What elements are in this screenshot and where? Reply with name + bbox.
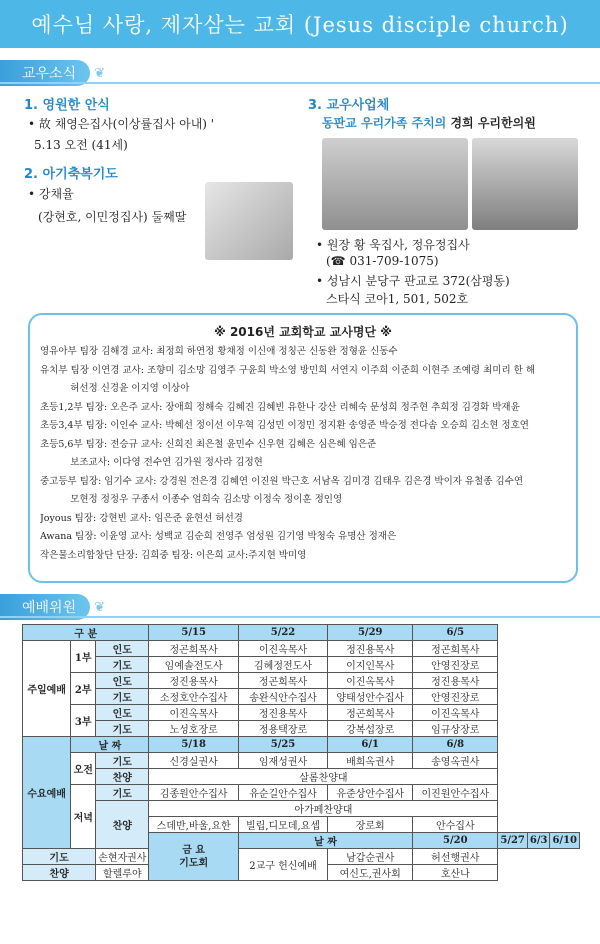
cell: 정진용목사 xyxy=(413,673,498,689)
news-item3-line3: • 성남시 분당구 판교로 372(삼평동) xyxy=(316,274,510,288)
part-label: 2부 xyxy=(71,673,96,705)
teacher-row: 작은물소리합창단 단장: 김희중 팀장: 이은희 교사:주지현 박미영 xyxy=(40,549,307,561)
morning-label: 오전 xyxy=(71,753,96,785)
role-label: 찬양 xyxy=(96,801,149,849)
teacher-row: 영유아부 팀장 김해경 교사: 최정희 하연정 황채정 이신애 정칭곤 신동완 정형윤 신동수 xyxy=(40,346,398,357)
special-service-cell: 2교구 헌신예배 xyxy=(238,849,327,881)
cell: 유준상안수집사 xyxy=(328,785,413,801)
cell: 빌립,디모데,요셉 xyxy=(238,817,327,833)
news-item2-line1: • 강채율 xyxy=(28,187,74,201)
cell: 정곤희목사 xyxy=(149,641,238,657)
cell: 남갑순권사 xyxy=(328,849,413,865)
teacher-row: 모현정 정정우 구종서 이종수 엄희숙 김소망 이정숙 정이훈 정인영 xyxy=(40,494,343,505)
teacher-list-title: ※ 2016년 교회학교 교사명단 ※ xyxy=(214,325,392,339)
date-cell: 6/1 xyxy=(328,737,413,753)
teacher-row: 중고등부 팀장: 임기수 교사: 강경원 전은경 김혜연 이진원 박근호 서남옥 김미경 김태우 김은경 박이자 유철종 김수연 xyxy=(40,475,524,487)
table-row xyxy=(23,801,580,817)
header-date: 5/22 xyxy=(238,625,327,641)
teacher-row: 초등3,4부 팀장: 이인수 교사: 박혜선 정이선 이우혁 김성민 이정민 정지환 송영준 박승정 전다솜 오승희 김소현 정호연 xyxy=(40,420,529,431)
cell: 정진용목사 xyxy=(238,705,327,721)
news-item3-line1: • 원장 황 욱집사, 정유정집사 xyxy=(316,238,470,252)
clinic-name: 경희 우리한의원 xyxy=(450,116,536,130)
cell: 안수집사 xyxy=(413,817,498,833)
cell: 임예솔전도사 xyxy=(149,657,238,673)
role-label: 찬양 xyxy=(96,769,149,785)
evening-label: 저녁 xyxy=(71,785,96,849)
doctor-photo xyxy=(472,138,578,230)
role-label: 기도 xyxy=(96,657,149,673)
cell: 살롬찬양대 xyxy=(149,769,498,785)
table-row xyxy=(23,753,580,769)
role-label: 찬양 xyxy=(23,865,96,881)
role-label: 기도 xyxy=(96,721,149,737)
cell: 정곤희목사 xyxy=(328,705,413,721)
part-label: 3부 xyxy=(71,705,96,737)
news-item1-line1: • 故 채영은집사(이상률집사 아내) ' xyxy=(28,117,215,131)
date-cell: 5/25 xyxy=(238,737,327,753)
butterfly-icon: ❦ xyxy=(94,65,106,81)
worship-section-header xyxy=(0,594,600,620)
banner-title: 예수님 사랑, 제자삼는 교회 (Jesus disciple church) xyxy=(31,13,569,37)
cell: 스데반,바울,요한 xyxy=(149,817,238,833)
news-item2-title: 2. 아기축복기도 xyxy=(24,167,118,182)
cell: 신경실권사 xyxy=(149,753,238,769)
table-row xyxy=(23,785,580,801)
cell: 소정호안수집사 xyxy=(149,689,238,705)
sunday-group: 주일예배 xyxy=(23,641,71,737)
news-item3-title: 3. 교우사업체 xyxy=(308,98,390,113)
cell: 정곤희목사 xyxy=(413,641,498,657)
cell: 안영진장로 xyxy=(413,657,498,673)
worship-section-label: 예배위원 xyxy=(0,594,90,620)
table-row xyxy=(23,721,580,737)
worship-table xyxy=(22,624,580,881)
cell: 유순길안수집사 xyxy=(238,785,327,801)
cell: 이지인목사 xyxy=(328,657,413,673)
cell: 할렐루야 xyxy=(96,865,149,881)
table-row xyxy=(23,769,580,785)
clinic-slogan: 동판교 우리가족 주치의 xyxy=(322,116,447,130)
table-row xyxy=(23,849,580,865)
cell: 이진옥목사 xyxy=(149,705,238,721)
date-cell: 5/20 xyxy=(413,833,498,849)
role-label: 기도 xyxy=(23,849,96,865)
butterfly-icon: ❦ xyxy=(94,599,106,615)
table-row xyxy=(23,673,580,689)
teacher-row: 초등1,2부 팀장: 오은주 교사: 장애희 정해숙 김혜진 김혜빈 유한나 강산 리혜숙 문성희 정주현 추희정 김경화 박재윤 xyxy=(40,401,520,413)
table-row xyxy=(23,737,580,753)
role-label: 기도 xyxy=(96,785,149,801)
cell: 임규상장로 xyxy=(413,721,498,737)
cell: 이진옥목사 xyxy=(413,705,498,721)
cell: 장로회 xyxy=(328,817,413,833)
cell: 호산나 xyxy=(413,865,498,881)
cell: 안영진장로 xyxy=(413,689,498,705)
cell: 정용택장로 xyxy=(238,721,327,737)
teacher-row: 유치부 팀장 이연경 교사: 조향미 김소망 김영주 구윤희 박소영 방민희 서연지 이주희 이준희 이현주 조예령 최미리 한 해 xyxy=(40,364,536,376)
header-date: 5/15 xyxy=(149,625,238,641)
page-banner xyxy=(0,0,600,48)
table-row xyxy=(23,641,580,657)
cell: 이진옥목사 xyxy=(238,641,327,657)
cell: 허선행권사 xyxy=(413,849,498,865)
cell: 이진옥목사 xyxy=(328,673,413,689)
cell: 송완식안수집사 xyxy=(238,689,327,705)
news-item1-title: 1. 영원한 안식 xyxy=(24,98,110,113)
part-label: 1부 xyxy=(71,641,96,673)
table-row xyxy=(23,705,580,721)
cell: 여신도,권사회 xyxy=(328,865,413,881)
news-item3-subtitle xyxy=(322,114,536,131)
date-cell: 6/8 xyxy=(413,737,498,753)
cell: 김종원안수집사 xyxy=(149,785,238,801)
cell: 노성호장로 xyxy=(149,721,238,737)
date-cell: 5/18 xyxy=(149,737,238,753)
cell: 양태성안수집사 xyxy=(328,689,413,705)
news-section-header xyxy=(0,60,600,86)
cell: 정곤희목사 xyxy=(238,673,327,689)
teacher-row: Awana 팀장: 이윤영 교사: 성백교 김순희 전영주 엄성원 김기영 박청숙 유명산 정재은 xyxy=(40,531,397,542)
cell: 아가페찬양대 xyxy=(149,801,498,817)
cell: 김혜정전도사 xyxy=(238,657,327,673)
role-label: 인도 xyxy=(96,641,149,657)
role-label: 인도 xyxy=(96,705,149,721)
teacher-row: 허선정 신경윤 이지영 이상아 xyxy=(40,383,190,394)
cell: 정진용목사 xyxy=(149,673,238,689)
teacher-row: 보조교사: 이다영 전수연 김가원 정사라 김정현 xyxy=(40,457,263,468)
role-label: 기도 xyxy=(96,753,149,769)
news-item3-line4: 스타식 코아1, 501, 502호 xyxy=(326,292,469,306)
baby-photo xyxy=(205,182,293,260)
date-label: 날 짜 xyxy=(238,833,412,849)
teacher-row: Joyous 팀장: 강현빈 교사: 임은준 윤현선 허선경 xyxy=(40,512,243,524)
table-header-row xyxy=(23,625,580,641)
header-date: 5/29 xyxy=(328,625,413,641)
news-item3-line2: (☎ 031-709-1075) xyxy=(326,254,439,268)
table-row xyxy=(23,657,580,673)
date-cell: 6/10 xyxy=(550,833,580,849)
cell: 임재성권사 xyxy=(238,753,327,769)
cell: 정진용목사 xyxy=(328,641,413,657)
role-label: 기도 xyxy=(96,689,149,705)
news-item2-line2: (강현호, 이민정집사) 둘째딸 xyxy=(38,210,187,224)
wednesday-group: 수요예배 xyxy=(23,737,71,849)
news-item1-line2: 5.13 오전 (41세) xyxy=(34,138,128,152)
cell: 배희옥권사 xyxy=(328,753,413,769)
cell: 강복섭장로 xyxy=(328,721,413,737)
table-row xyxy=(23,689,580,705)
teacher-row: 초등5,6부 팀장: 전승규 교사: 신희진 최은철 윤민수 신우현 김혜은 심은혜 임은준 xyxy=(40,438,377,450)
cell: 송영옥권사 xyxy=(413,753,498,769)
friday-group: 금 요 기도회 xyxy=(149,833,238,881)
teacher-list-box xyxy=(28,313,578,583)
date-label: 날 짜 xyxy=(71,737,149,753)
header-label: 구 분 xyxy=(23,625,149,641)
cell: 이진원안수집사 xyxy=(413,785,498,801)
news-section-label: 교우소식 xyxy=(0,60,90,86)
clinic-photo xyxy=(322,138,468,230)
header-date: 6/5 xyxy=(413,625,498,641)
cell: 손현자권사 xyxy=(96,849,149,865)
date-cell: 6/3 xyxy=(527,833,550,849)
role-label: 인도 xyxy=(96,673,149,689)
date-cell: 5/27 xyxy=(498,833,528,849)
